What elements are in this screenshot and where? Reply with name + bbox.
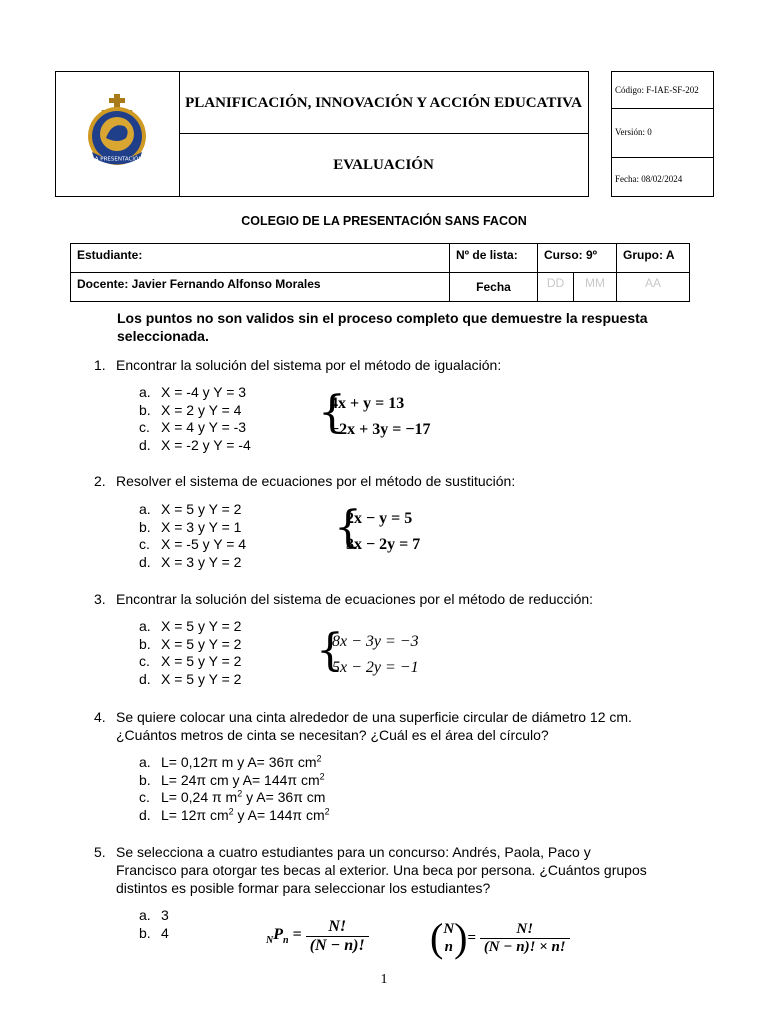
group-field: Grupo: A: [617, 244, 690, 273]
question-text: Se quiere colocar una cinta alrededor de una superficie circular de diámetro 12 cm.: [116, 709, 632, 725]
question-text: Encontrar la solución del sistema por el método de igualación:: [116, 357, 502, 373]
student-info-table: [70, 243, 690, 302]
document-date: Fecha: 08/02/2024: [615, 174, 683, 184]
brace-icon: {: [316, 625, 344, 676]
comb-bottom: n: [444, 939, 453, 955]
perm-equals: =: [292, 926, 302, 944]
logo-text: LA PRESENTACIÓN: [91, 156, 143, 163]
meta-divider-2: [611, 157, 714, 158]
question-number: 1.: [94, 357, 106, 373]
question-number: 5.: [94, 844, 106, 860]
brace-icon: {: [334, 502, 362, 553]
equation-line: 5x − 2y = −1: [332, 659, 419, 676]
date-year-field[interactable]: AA: [617, 273, 690, 302]
question-text-line-3: distintos es posible formar para seleccionar los estudiantes?: [116, 880, 491, 896]
document-version: Versión: 0: [615, 127, 652, 137]
comb-denominator: (N − n)! × n!: [483, 938, 566, 955]
left-paren-icon: (: [430, 915, 444, 960]
header-title: PLANIFICACIÓN, INNOVACIÓN Y ACCIÓN EDUCATIVA: [185, 95, 582, 111]
comb-numerator: N!: [480, 921, 570, 939]
equation-line: 4x + y = 13: [330, 395, 405, 412]
question-number: 3.: [94, 591, 106, 607]
perm-denominator: (N − n)!: [309, 937, 365, 954]
question-text-line-2: ¿Cuántos metros de cinta se necesitan? ¿Cuál es el área del círculo?: [116, 727, 549, 743]
right-paren-icon: ): [454, 915, 468, 960]
brace-icon: {: [318, 387, 346, 438]
page-number: 1: [380, 972, 388, 987]
question-number: 4.: [94, 709, 106, 725]
perm-sub-n2: n: [283, 935, 289, 947]
equation-line: 3x − 2y = 7: [346, 536, 421, 553]
header-subtitle: EVALUACIÓN: [333, 156, 434, 173]
comb-top: N: [443, 921, 455, 937]
question-number: 2.: [94, 473, 106, 489]
permutation-formula: [266, 918, 369, 955]
equation-system-2: [334, 502, 454, 562]
document-code: Código: F-IAE-SF-202: [615, 85, 699, 95]
student-field[interactable]: Estudiante:: [71, 244, 450, 273]
date-day-field[interactable]: DD: [538, 273, 574, 302]
question-text: Se selecciona a cuatro estudiantes para un concurso: Andrés, Paola, Paco y: [116, 844, 591, 860]
teacher-field: Docente: Javier Fernando Alfonso Morales: [71, 273, 450, 302]
equation-line: 8x − 3y = −3: [332, 633, 419, 650]
perm-symbol: P: [273, 926, 284, 944]
school-logo: [78, 92, 156, 172]
perm-numerator: N!: [306, 918, 369, 937]
equation-system-1: [318, 387, 478, 447]
list-number-field[interactable]: Nº de lista:: [450, 244, 538, 273]
notice-text: Los puntos no son validos sin el proceso completo que demuestre la respuesta seleccionada.: [117, 310, 648, 344]
equation-line: 2x − y = 5: [346, 510, 413, 527]
equation-line: −2x + 3y = −17: [330, 421, 431, 438]
school-name: COLEGIO DE LA PRESENTACIÓN SANS FACON: [241, 214, 527, 228]
perm-sub-n: N: [266, 935, 274, 947]
combination-formula: [430, 915, 570, 960]
date-label: Fecha: [450, 273, 538, 302]
date-month-field[interactable]: MM: [574, 273, 617, 302]
course-field: Curso: 9º: [538, 244, 617, 273]
meta-divider-1: [611, 108, 714, 109]
question-text: Encontrar la solución del sistema de ecuaciones por el método de reducción:: [116, 591, 594, 607]
comb-equals: =: [467, 929, 477, 946]
question-text: Resolver el sistema de ecuaciones por el método de sustitución:: [116, 473, 516, 489]
equation-system-3: [316, 625, 456, 685]
question-text-line-2: Francisco para otorgar tes becas al exterior. Una beca por persona. ¿Cuántos grupos: [116, 862, 647, 878]
